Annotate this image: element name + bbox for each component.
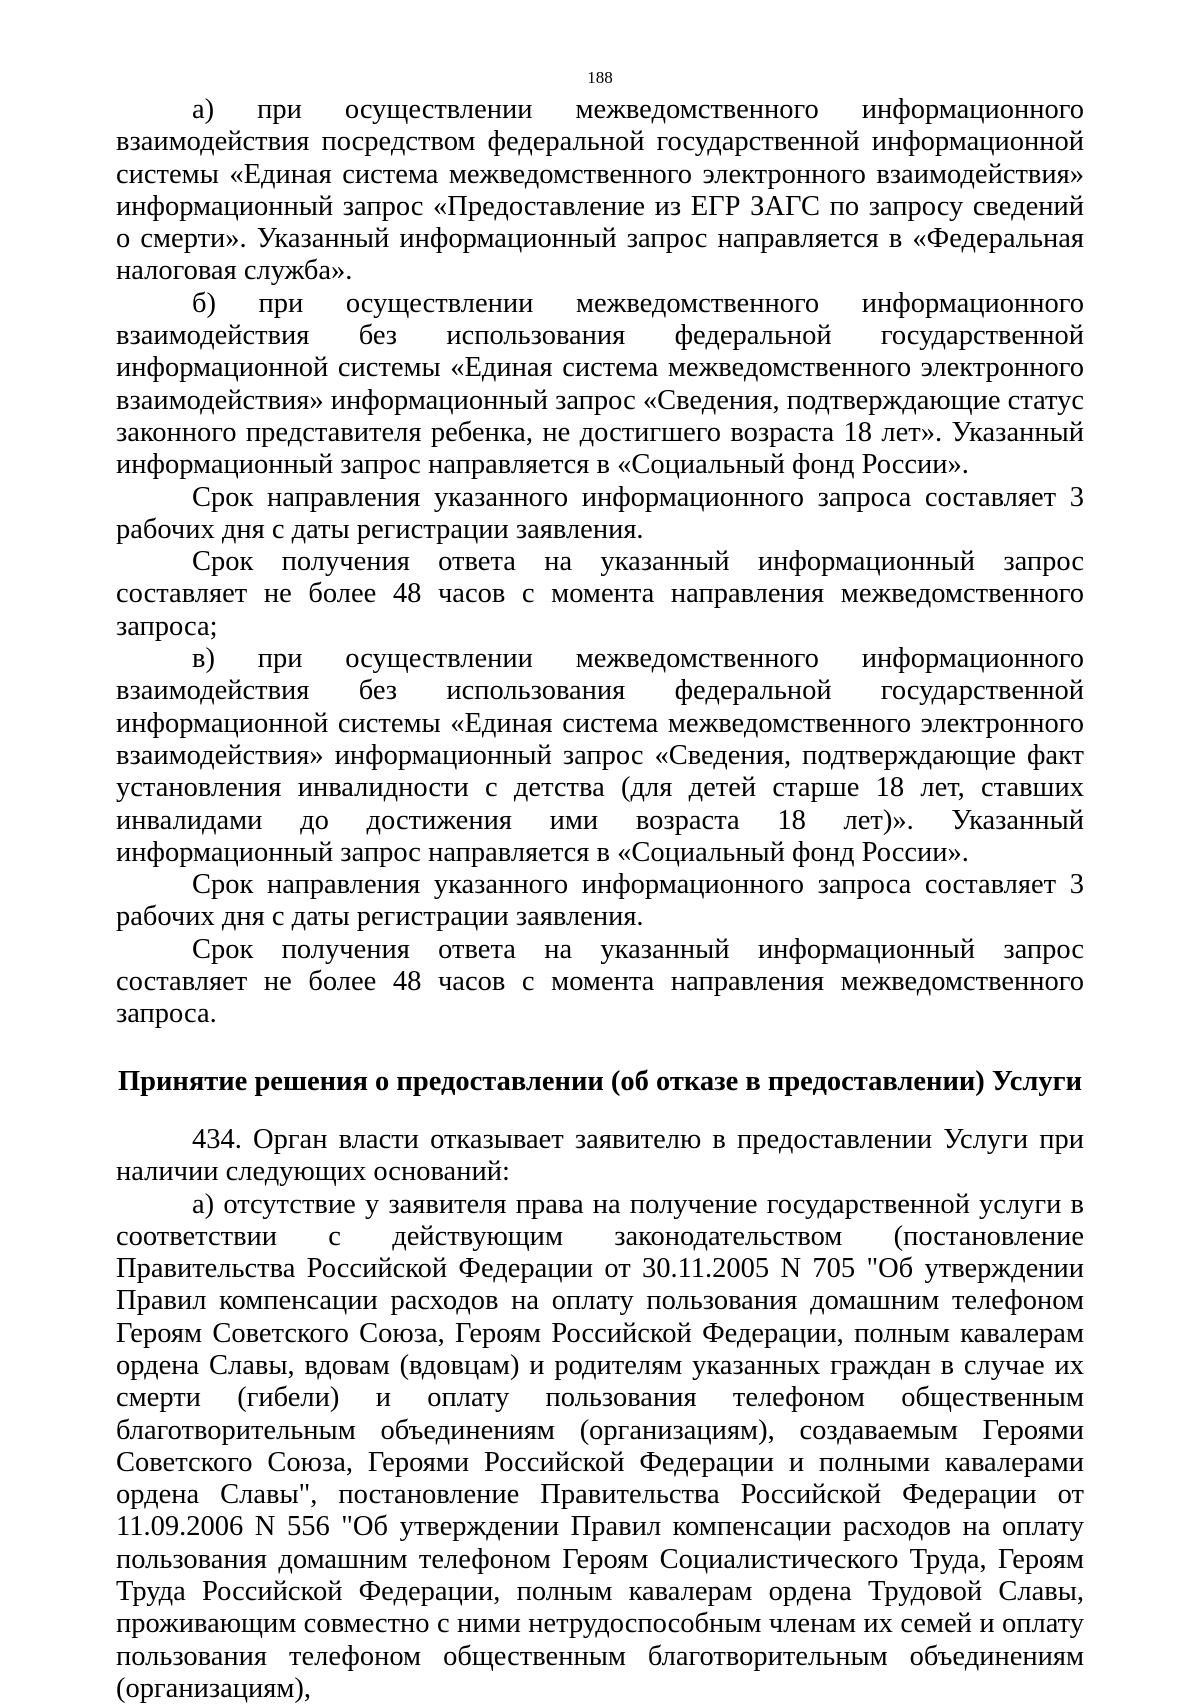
paragraph-request-send-deadline-2: Срок направления указанного информационного запроса составляет 3 рабочих дня с даты регистрации заявления. bbox=[116, 869, 1084, 934]
paragraph-response-deadline-2: Срок получения ответа на указанный информационный запрос составляет не более 48 часов с момента направления межведомственного запроса. bbox=[116, 934, 1084, 1031]
paragraph-a-no-right-to-service: а) отсутствие у заявителя права на получение государственной услуги в соответствии с действующим законодательством (постановление Правительства Российской Федерации от 30.11.2005 N 705 "Об утверждении Правил компенсации расходов на оплату пользования домашним телефоном Героям Советского Союза, Героям Российской Федерации, полным кавалерам ордена Славы, вдовам (вдовцам) и родителям указанных граждан в случае их смерти (гибели) и оплату пользования телефоном общественным благотворительным объединениям (организациям), создаваемым Героями Советского Союза, Героями Российской Федерации и полными кавалерами ордена Славы", постановление Правительства Российской Федерации от 11.09.2006 N 556 "Об утверждении Правил компенсации расходов на оплату пользования домашним телефоном Героям Социалистического Труда, Героям Труда Российской Федерации, полным кавалерам ордена Трудовой Славы, проживающим совместно с ними нетрудоспособным членам их семей и оплату пользования телефоном общественным благотворительным объединениям (организациям), bbox=[116, 1189, 1084, 1705]
page-number: 188 bbox=[116, 68, 1084, 90]
section-heading: Принятие решения о предоставлении (об отказе в предоставлении) Услуги bbox=[116, 1066, 1084, 1098]
paragraph-a-smev-death-request: а) при осуществлении межведомственного информационного взаимодействия посредством федеральной государственной информационной системы «Единая система межведомственного электронного взаимодействия» информационный запрос «Предоставление из ЕГР ЗАГС по запросу сведений о смерти». Указанный информационный запрос направляется в «Федеральная налоговая служба». bbox=[116, 94, 1084, 288]
paragraph-434-refusal-grounds: 434. Орган власти отказывает заявителю в предоставлении Услуги при наличии следующих оснований: bbox=[116, 1124, 1084, 1189]
paragraph-request-send-deadline: Срок направления указанного информационного запроса составляет 3 рабочих дня с даты регистрации заявления. bbox=[116, 482, 1084, 547]
paragraph-response-deadline: Срок получения ответа на указанный информационный запрос составляет не более 48 часов с момента направления межведомственного запроса; bbox=[116, 546, 1084, 643]
paragraph-b-legal-representative-request: б) при осуществлении межведомственного информационного взаимодействия без использования федеральной государственной информационной системы «Единая система межведомственного электронного взаимодействия» информационный запрос «Сведения, подтверждающие статус законного представителя ребенка, не достигшего возраста 18 лет». Указанный информационный запрос направляется в «Социальный фонд России». bbox=[116, 288, 1084, 482]
paragraph-v-disability-request: в) при осуществлении межведомственного информационного взаимодействия без использования федеральной государственной информационной системы «Единая система межведомственного электронного взаимодействия» информационный запрос «Сведения, подтверждающие факт установления инвалидности с детства (для детей старше 18 лет, ставших инвалидами до достижения ими возраста 18 лет)». Указанный информационный запрос направляется в «Социальный фонд России». bbox=[116, 643, 1084, 869]
